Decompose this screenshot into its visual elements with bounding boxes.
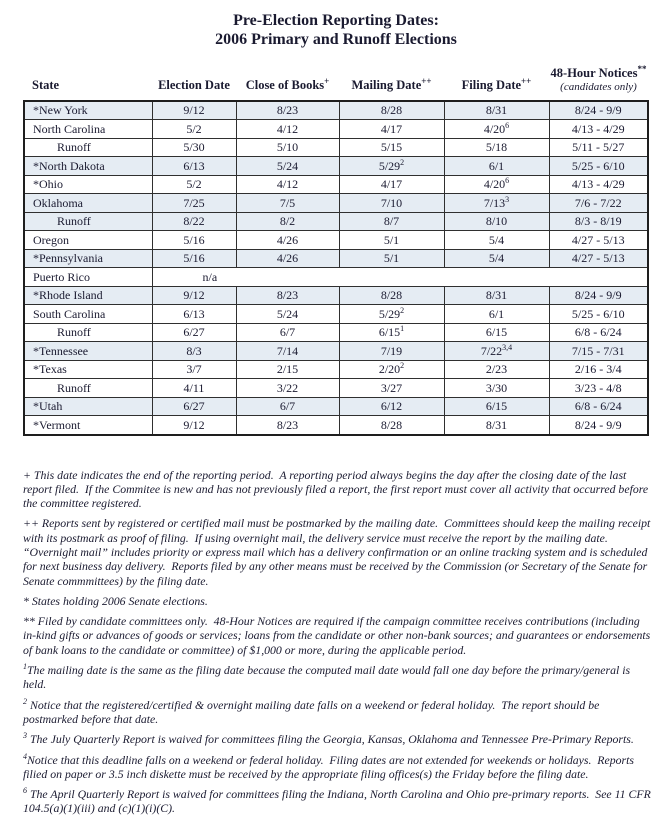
- table-row: [24, 194, 648, 213]
- date-cell: 6/27: [152, 323, 236, 342]
- date-cell: $4/20^6$: [444, 175, 549, 194]
- state-cell: *Tennessee: [24, 342, 152, 361]
- table-row: [24, 268, 648, 287]
- table-row: [24, 231, 648, 250]
- date-cell: 3/22: [236, 379, 339, 398]
- date-cell: 5/15: [339, 138, 444, 157]
- date-cell: 6/15: [444, 397, 549, 416]
- date-cell: 3/30: [444, 379, 549, 398]
- col-header-48hour-notices: [549, 55, 648, 101]
- date-cell: $6/15^1$: [339, 323, 444, 342]
- table-row: [24, 416, 648, 435]
- date-cell: 4/13 - 4/29: [549, 120, 648, 139]
- date-cell: 6/13: [152, 305, 236, 324]
- col-header-mailing-date: Mailing Date++: [351, 75, 432, 92]
- date-cell: 5/16: [152, 231, 236, 250]
- header-row: [24, 55, 648, 101]
- date-cell: 5/16: [152, 249, 236, 268]
- date-cell: $7/13^3$: [444, 194, 549, 213]
- col-header-48hour-label: 48-Hour Notices**: [550, 63, 647, 80]
- date-cell: 7/25: [152, 194, 236, 213]
- date-cell: 9/12: [152, 416, 236, 435]
- state-cell: *Ohio: [24, 175, 152, 194]
- table-row: [24, 101, 648, 120]
- date-cell: 8/23: [236, 416, 339, 435]
- state-cell: Runoff: [24, 138, 152, 157]
- state-cell: Oklahoma: [24, 194, 152, 213]
- date-cell: 9/12: [152, 101, 236, 120]
- date-cell: 7/5: [236, 194, 339, 213]
- date-cell: 6/15: [444, 323, 549, 342]
- date-cell: 4/17: [339, 175, 444, 194]
- date-cell: 4/27 - 5/13: [549, 249, 648, 268]
- date-cell: 5/11 - 5/27: [549, 138, 648, 157]
- footnote: * States holding 2006 Senate elections.: [23, 593, 208, 608]
- table-row: [24, 379, 648, 398]
- footnote: $^6$ The April Quarterly Report is waived for committees filing the Indiana, North Carolina and Ohio pre-primary reports. See 11 CFR 104.5(a)(1)(iii) and (c)(1)(i)(C).: [23, 786, 654, 816]
- table-row: [24, 175, 648, 194]
- date-cell: 8/28: [339, 416, 444, 435]
- page-title: [0, 0, 672, 49]
- table-row: [24, 323, 648, 342]
- table-row: [24, 212, 648, 231]
- date-cell: 4/13 - 4/29: [549, 175, 648, 194]
- date-cell: 4/12: [236, 120, 339, 139]
- date-cell: n/a: [152, 268, 648, 287]
- date-cell: 8/2: [236, 212, 339, 231]
- date-cell: 4/17: [339, 120, 444, 139]
- title-line-2: 2006 Primary and Runoff Elections: [215, 30, 457, 48]
- date-cell: 3/7: [152, 360, 236, 379]
- footnotes: [23, 467, 654, 816]
- date-cell: 8/3: [152, 342, 236, 361]
- date-cell: 2/16 - 3/4: [549, 360, 648, 379]
- table-row: [24, 249, 648, 268]
- footnote: $^1$The mailing date is the same as the filing date because the computed mail date would fall one day before the primary/general is held.: [23, 662, 634, 692]
- table-row: [24, 342, 648, 361]
- state-cell: *Vermont: [24, 416, 152, 435]
- date-cell: 7/15 - 7/31: [549, 342, 648, 361]
- date-cell: 8/10: [444, 212, 549, 231]
- date-cell: 8/28: [339, 101, 444, 120]
- date-cell: 8/22: [152, 212, 236, 231]
- date-cell: 8/31: [444, 286, 549, 305]
- date-cell: 5/30: [152, 138, 236, 157]
- footnote: + This date indicates the end of the reporting period. A reporting period always begins the day after the closing date of the last report filed. If the Commitee is new and has not previously filed a report, the first report must cover all activity that occurred before the committee registered.: [23, 467, 652, 511]
- date-cell: 6/7: [236, 323, 339, 342]
- date-cell: 8/31: [444, 101, 549, 120]
- date-cell: 7/19: [339, 342, 444, 361]
- state-cell: Runoff: [24, 212, 152, 231]
- date-cell: 8/24 - 9/9: [549, 101, 648, 120]
- table-row: [24, 138, 648, 157]
- date-cell: 6/7: [236, 397, 339, 416]
- date-cell: 5/2: [152, 120, 236, 139]
- table-row: [24, 305, 648, 324]
- date-cell: 3/23 - 4/8: [549, 379, 648, 398]
- date-cell: 3/27: [339, 379, 444, 398]
- col-header-close-of-books: Close of Books+: [245, 75, 330, 92]
- table-body: [24, 101, 648, 435]
- date-cell: 6/8 - 6/24: [549, 323, 648, 342]
- table-row: [24, 397, 648, 416]
- date-cell: 5/24: [236, 305, 339, 324]
- date-cell: 5/24: [236, 157, 339, 176]
- date-cell: $5/29^2$: [339, 305, 444, 324]
- date-cell: 6/12: [339, 397, 444, 416]
- date-cell: 8/28: [339, 286, 444, 305]
- col-header-48hour-sublabel: (candidates only): [560, 80, 637, 93]
- col-header-election-date: Election Date: [158, 78, 230, 92]
- date-cell: 5/25 - 6/10: [549, 305, 648, 324]
- table-row: [24, 286, 648, 305]
- date-cell: $5/29^2$: [339, 157, 444, 176]
- date-cell: 4/27 - 5/13: [549, 231, 648, 250]
- date-cell: 7/10: [339, 194, 444, 213]
- state-cell: *North Dakota: [24, 157, 152, 176]
- date-cell: 5/18: [444, 138, 549, 157]
- date-cell: 8/31: [444, 416, 549, 435]
- state-cell: *Utah: [24, 397, 152, 416]
- footnote: $^2$ Notice that the registered/certified & overnight mailing date falls on a weekend or federal holiday. The report should be postmarked before that date.: [23, 696, 603, 726]
- date-cell: 6/1: [444, 157, 549, 176]
- footnote: $^4$Notice that this deadline falls on a weekend or federal holiday. Filing dates are not extended for weekends or holidays. Reports filied on paper or 3.5 inch diskette must be received by the appropriate filing offices(s) the Friday before the filing date.: [23, 751, 637, 781]
- date-cell: 5/25 - 6/10: [549, 157, 648, 176]
- date-cell: 6/1: [444, 305, 549, 324]
- date-cell: 8/24 - 9/9: [549, 416, 648, 435]
- state-cell: *Pennsylvania: [24, 249, 152, 268]
- state-cell: Puerto Rico: [24, 268, 152, 287]
- date-cell: 2/15: [236, 360, 339, 379]
- date-cell: 8/3 - 8/19: [549, 212, 648, 231]
- table-row: [24, 157, 648, 176]
- date-cell: 7/6 - 7/22: [549, 194, 648, 213]
- date-cell: 6/8 - 6/24: [549, 397, 648, 416]
- date-cell: 4/11: [152, 379, 236, 398]
- date-cell: 5/4: [444, 249, 549, 268]
- date-cell: 5/4: [444, 231, 549, 250]
- date-cell: 5/1: [339, 249, 444, 268]
- date-cell: 4/26: [236, 231, 339, 250]
- footnote: ++ Reports sent by registered or certified mail must be postmarked by the mailing date. Committees should keep the mailing receipt with its postmark as proof of filing. If using overnight mail, the delivery service must receive the report by the mailing date. “Overnight mail” includes priority or express mail which has a delivery confirmation or an online tracking system and is scheduled for next business day delivery. Reports filed by any other means must be received by the Commission (or Secretary of the Senate for Senate commmittees) by the filing date.: [23, 516, 654, 588]
- date-cell: 7/22$^{3,4}$: [444, 342, 549, 361]
- state-cell: South Carolina: [24, 305, 152, 324]
- date-cell: 6/13: [152, 157, 236, 176]
- date-cell: 8/23: [236, 286, 339, 305]
- title-line-1: Pre-Election Reporting Dates:: [233, 12, 439, 29]
- footnote: ** Filed by candidate committees only. 48-Hour Notices are required if the campaign committee receives contributions (including in-kind gifts or advances of goods or services; loans from the candidate or other non-bank sources; and guarantees or endorsements of bank loans to the candidate or committee) of $1,000 or more, during the applicable period.: [23, 614, 654, 657]
- state-cell: Runoff: [24, 379, 152, 398]
- state-cell: *New York: [24, 101, 152, 120]
- date-cell: 9/12: [152, 286, 236, 305]
- date-cell: 7/14: [236, 342, 339, 361]
- date-cell: 4/26: [236, 249, 339, 268]
- date-cell: 2/23: [444, 360, 549, 379]
- date-cell: 5/1: [339, 231, 444, 250]
- state-cell: North Carolina: [24, 120, 152, 139]
- date-cell: 4/12: [236, 175, 339, 194]
- table-row: [24, 360, 648, 379]
- date-cell: $2/20^2$: [339, 360, 444, 379]
- state-cell: *Texas: [24, 360, 152, 379]
- table-row: [24, 120, 648, 139]
- col-header-state: State: [32, 78, 60, 92]
- date-cell: 5/10: [236, 138, 339, 157]
- date-cell: $4/20^6$: [444, 120, 549, 139]
- date-cell: 8/24 - 9/9: [549, 286, 648, 305]
- state-cell: Runoff: [24, 323, 152, 342]
- col-header-filing-date: Filing Date++: [461, 75, 532, 92]
- date-cell: 6/27: [152, 397, 236, 416]
- date-cell: 8/7: [339, 212, 444, 231]
- footnote: $^3$ The July Quarterly Report is waived for committees filing the Georgia, Kansas, Oklahoma and Tennessee Pre-Primary Reports.: [23, 731, 634, 747]
- date-cell: 8/23: [236, 101, 339, 120]
- reporting-dates-table: [23, 55, 649, 436]
- table-header: [24, 55, 648, 101]
- state-cell: Oregon: [24, 231, 152, 250]
- date-cell: 5/2: [152, 175, 236, 194]
- state-cell: *Rhode Island: [24, 286, 152, 305]
